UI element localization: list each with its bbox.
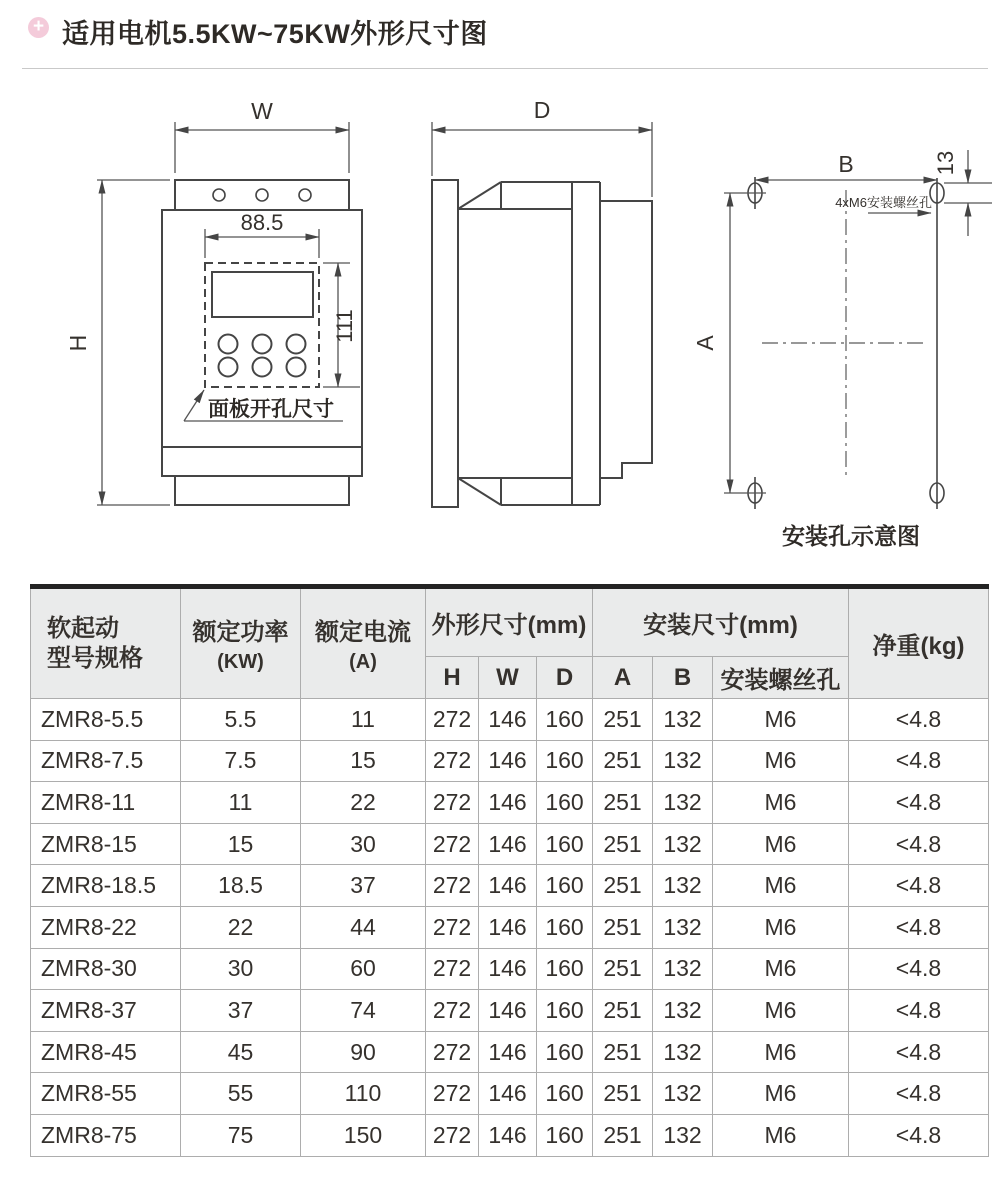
cell-d: 160 — [537, 740, 593, 782]
table-row — [31, 782, 989, 824]
cell-power: 55 — [181, 1073, 301, 1115]
cell-model: ZMR8-7.5 — [31, 740, 181, 782]
cell-screw: M6 — [713, 1031, 849, 1073]
cell-current: 30 — [301, 823, 426, 865]
cell-b: 132 — [653, 740, 713, 782]
dim-label-111: 111 — [332, 309, 357, 343]
header-d: D — [537, 657, 593, 699]
cell-w: 146 — [479, 1031, 537, 1073]
cell-model: ZMR8-55 — [31, 1073, 181, 1115]
cell-b: 132 — [653, 1073, 713, 1115]
cell-a: 251 — [593, 1031, 653, 1073]
cell-b: 132 — [653, 990, 713, 1032]
cell-h: 272 — [426, 740, 479, 782]
side-view-drawing — [432, 97, 652, 507]
dim-label-88-5: 88.5 — [240, 210, 284, 235]
cell-weight: <4.8 — [849, 990, 989, 1032]
mounting-hole-drawing — [692, 150, 992, 549]
mount-view-caption: 安装孔示意图 — [782, 523, 920, 549]
cell-screw: M6 — [713, 782, 849, 824]
cell-a: 251 — [593, 1073, 653, 1115]
table-row — [31, 990, 989, 1032]
cell-a: 251 — [593, 740, 653, 782]
cell-current: 37 — [301, 865, 426, 907]
cell-current: 74 — [301, 990, 426, 1032]
header-screw-hole: 安装螺丝孔 — [713, 657, 849, 699]
cell-a: 251 — [593, 782, 653, 824]
dimension-drawings — [0, 88, 1000, 558]
cell-weight: <4.8 — [849, 699, 989, 741]
cell-current: 60 — [301, 948, 426, 990]
cell-model: ZMR8-18.5 — [31, 865, 181, 907]
cell-w: 146 — [479, 1114, 537, 1156]
dim-label-b: B — [838, 151, 854, 177]
cell-d: 160 — [537, 1073, 593, 1115]
dim-label-d: D — [533, 97, 551, 123]
panel-note-label: 面板开孔尺寸 — [208, 398, 334, 421]
cell-d: 160 — [537, 823, 593, 865]
cell-a: 251 — [593, 1114, 653, 1156]
cell-w: 146 — [479, 782, 537, 824]
cell-weight: <4.8 — [849, 740, 989, 782]
cell-w: 146 — [479, 699, 537, 741]
header-model-line1: 软起动 — [47, 614, 119, 642]
cell-weight: <4.8 — [849, 865, 989, 907]
table-row — [31, 823, 989, 865]
table-row — [31, 699, 989, 741]
cell-w: 146 — [479, 906, 537, 948]
cell-weight: <4.8 — [849, 782, 989, 824]
cell-current: 110 — [301, 1073, 426, 1115]
cell-w: 146 — [479, 990, 537, 1032]
cell-screw: M6 — [713, 948, 849, 990]
header-rated-power — [181, 587, 301, 699]
cell-h: 272 — [426, 782, 479, 824]
cell-a: 251 — [593, 948, 653, 990]
cell-h: 272 — [426, 865, 479, 907]
cell-a: 251 — [593, 823, 653, 865]
dim-label-13: 13 — [933, 150, 958, 176]
plus-circle-icon: + — [28, 17, 49, 38]
cell-d: 160 — [537, 906, 593, 948]
header-model — [31, 587, 181, 699]
spec-table — [30, 584, 989, 1157]
cell-b: 132 — [653, 865, 713, 907]
table-row — [31, 865, 989, 907]
cell-screw: M6 — [713, 740, 849, 782]
header-outline-dims-group: 外形尺寸(mm) — [426, 587, 593, 657]
cell-b: 132 — [653, 699, 713, 741]
front-view-drawing — [65, 98, 362, 505]
cell-d: 160 — [537, 1114, 593, 1156]
header-rated-current — [301, 587, 426, 699]
cell-a: 251 — [593, 865, 653, 907]
cell-w: 146 — [479, 948, 537, 990]
cell-w: 146 — [479, 865, 537, 907]
cell-b: 132 — [653, 823, 713, 865]
cell-w: 146 — [479, 823, 537, 865]
header-mount-dims-group: 安装尺寸(mm) — [593, 587, 849, 657]
cell-power: 15 — [181, 823, 301, 865]
cell-model: ZMR8-45 — [31, 1031, 181, 1073]
cell-power: 75 — [181, 1114, 301, 1156]
header-current-unit: (A) — [349, 651, 377, 673]
cell-h: 272 — [426, 1031, 479, 1073]
header-net-weight: 净重(kg) — [849, 587, 989, 699]
cell-power: 7.5 — [181, 740, 301, 782]
cell-screw: M6 — [713, 1073, 849, 1115]
header-model-line2: 型号规格 — [47, 644, 143, 672]
cell-model: ZMR8-75 — [31, 1114, 181, 1156]
cell-h: 272 — [426, 699, 479, 741]
cell-model: ZMR8-11 — [31, 782, 181, 824]
table-row — [31, 1114, 989, 1156]
cell-model: ZMR8-5.5 — [31, 699, 181, 741]
dim-label-h: H — [65, 334, 91, 352]
cell-power: 30 — [181, 948, 301, 990]
cell-h: 272 — [426, 948, 479, 990]
title-row — [0, 0, 1000, 60]
drawings-svg — [0, 88, 1000, 558]
header-current-line1: 额定电流 — [315, 619, 411, 646]
keypad-buttons — [219, 335, 306, 377]
cell-h: 272 — [426, 906, 479, 948]
cell-screw: M6 — [713, 1114, 849, 1156]
cell-power: 22 — [181, 906, 301, 948]
header-w: W — [479, 657, 537, 699]
screw-note-label: 4xM6安装螺丝孔 — [835, 195, 932, 210]
cell-weight: <4.8 — [849, 1114, 989, 1156]
cell-current: 44 — [301, 906, 426, 948]
table-row — [31, 740, 989, 782]
cell-power: 37 — [181, 990, 301, 1032]
header-power-line1: 额定功率 — [192, 619, 289, 646]
cell-h: 272 — [426, 990, 479, 1032]
cell-d: 160 — [537, 1031, 593, 1073]
cell-h: 272 — [426, 1073, 479, 1115]
cell-h: 272 — [426, 1114, 479, 1156]
cell-a: 251 — [593, 906, 653, 948]
cell-power: 45 — [181, 1031, 301, 1073]
cell-h: 272 — [426, 823, 479, 865]
cell-d: 160 — [537, 782, 593, 824]
cell-b: 132 — [653, 1114, 713, 1156]
cell-current: 150 — [301, 1114, 426, 1156]
cell-d: 160 — [537, 699, 593, 741]
table-row — [31, 948, 989, 990]
cell-screw: M6 — [713, 990, 849, 1032]
cell-model: ZMR8-22 — [31, 906, 181, 948]
cell-screw: M6 — [713, 865, 849, 907]
display-window — [212, 272, 313, 317]
spec-table-body — [31, 699, 989, 1157]
cell-power: 18.5 — [181, 865, 301, 907]
cell-b: 132 — [653, 906, 713, 948]
cell-b: 132 — [653, 782, 713, 824]
dim-label-a: A — [692, 335, 718, 351]
header-b: B — [653, 657, 713, 699]
cell-model: ZMR8-15 — [31, 823, 181, 865]
table-row — [31, 1073, 989, 1115]
cell-power: 5.5 — [181, 699, 301, 741]
cell-screw: M6 — [713, 823, 849, 865]
cell-weight: <4.8 — [849, 1031, 989, 1073]
spec-table-header — [31, 587, 989, 699]
cell-weight: <4.8 — [849, 948, 989, 990]
cell-weight: <4.8 — [849, 823, 989, 865]
cell-b: 132 — [653, 1031, 713, 1073]
cell-a: 251 — [593, 990, 653, 1032]
cell-model: ZMR8-37 — [31, 990, 181, 1032]
cell-current: 22 — [301, 782, 426, 824]
header-a: A — [593, 657, 653, 699]
cell-w: 146 — [479, 740, 537, 782]
cell-power: 11 — [181, 782, 301, 824]
cell-d: 160 — [537, 865, 593, 907]
cell-screw: M6 — [713, 699, 849, 741]
dim-label-w: W — [251, 98, 273, 124]
cell-current: 90 — [301, 1031, 426, 1073]
cell-screw: M6 — [713, 906, 849, 948]
header-h: H — [426, 657, 479, 699]
cell-w: 146 — [479, 1073, 537, 1115]
cell-model: ZMR8-30 — [31, 948, 181, 990]
cell-d: 160 — [537, 990, 593, 1032]
title-divider — [22, 68, 988, 69]
cell-weight: <4.8 — [849, 1073, 989, 1115]
header-power-unit: (KW) — [217, 651, 264, 673]
page-title: 适用电机5.5KW~75KW外形尺寸图 — [62, 19, 488, 49]
cell-b: 132 — [653, 948, 713, 990]
cell-current: 11 — [301, 699, 426, 741]
cell-current: 15 — [301, 740, 426, 782]
cell-weight: <4.8 — [849, 906, 989, 948]
table-row — [31, 1031, 989, 1073]
cell-a: 251 — [593, 699, 653, 741]
cell-d: 160 — [537, 948, 593, 990]
table-row — [31, 906, 989, 948]
panel-cutout-outline — [205, 263, 319, 387]
